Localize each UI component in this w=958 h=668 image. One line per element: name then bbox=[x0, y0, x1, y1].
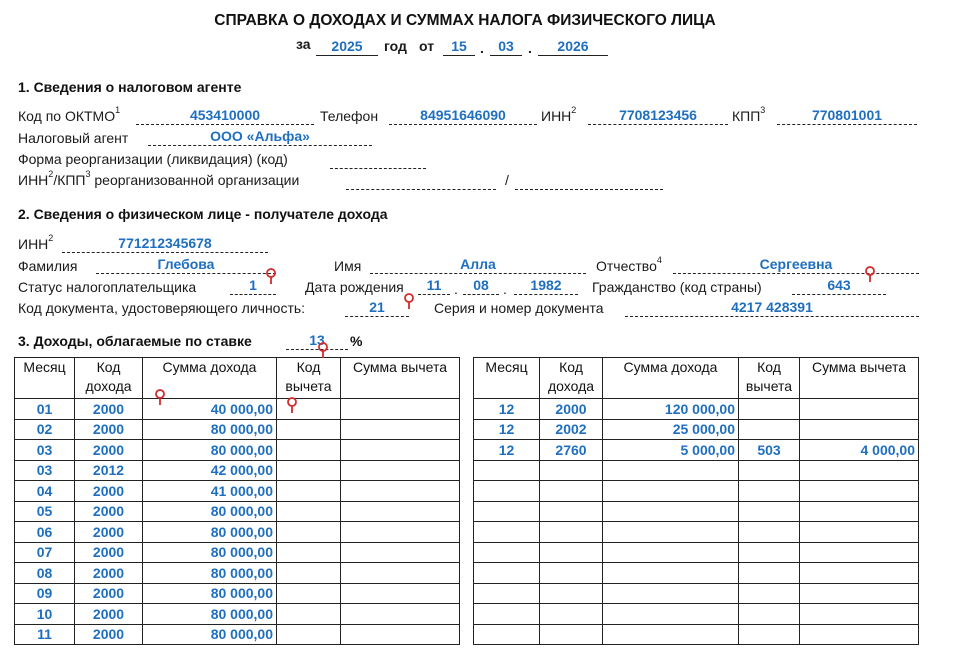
dob-day-field[interactable]: 11 bbox=[418, 277, 450, 295]
deduction-amount-cell[interactable] bbox=[341, 583, 460, 604]
year-field[interactable]: 2025 bbox=[316, 38, 378, 56]
month-cell[interactable] bbox=[474, 583, 540, 604]
reorg-inn-label: ИНН$^2$/КПП$^3$ реорганизованной организации bbox=[18, 169, 300, 188]
kpp-label: КПП$^3$ bbox=[732, 105, 766, 124]
income-amount-cell[interactable] bbox=[603, 460, 739, 481]
income-amount-cell[interactable]: 80 000,00 bbox=[143, 563, 277, 584]
income-table-left bbox=[14, 357, 460, 645]
month-cell[interactable]: 03 bbox=[15, 460, 75, 481]
table-row bbox=[474, 583, 919, 604]
income-code-cell[interactable] bbox=[540, 563, 603, 584]
col-deduction-code: Код вычета bbox=[739, 358, 800, 399]
deduction-code-cell[interactable] bbox=[739, 419, 800, 440]
month-cell[interactable]: 03 bbox=[15, 440, 75, 461]
income-code-cell[interactable]: 2000 bbox=[75, 501, 143, 522]
income-amount-cell[interactable]: 80 000,00 bbox=[143, 440, 277, 461]
income-code-cell[interactable]: 2000 bbox=[75, 440, 143, 461]
agent-field[interactable]: ООО «Альфа» bbox=[148, 128, 372, 146]
col-income-code: Код дохода bbox=[540, 358, 603, 399]
month-cell[interactable]: 12 bbox=[474, 440, 540, 461]
status-field[interactable]: 1 bbox=[230, 277, 276, 295]
name-label: Имя bbox=[334, 258, 362, 274]
income-amount-cell[interactable]: 80 000,00 bbox=[143, 419, 277, 440]
section2-heading: 2. Сведения о физическом лице - получателе дохода bbox=[18, 206, 388, 222]
table-row bbox=[474, 399, 919, 420]
deduction-code-cell[interactable] bbox=[277, 542, 341, 563]
income-code-cell[interactable] bbox=[540, 522, 603, 543]
deduction-code-cell[interactable] bbox=[739, 460, 800, 481]
income-amount-cell[interactable] bbox=[603, 604, 739, 625]
ot-label: от bbox=[419, 38, 435, 54]
income-amount-cell[interactable] bbox=[603, 624, 739, 645]
month-cell[interactable] bbox=[474, 522, 540, 543]
col-deduction-amount: Сумма вычета bbox=[341, 358, 460, 399]
map-pin-icon[interactable] bbox=[403, 293, 415, 309]
surname-field[interactable]: Глебова bbox=[96, 256, 276, 274]
income-code-cell[interactable]: 2000 bbox=[75, 522, 143, 543]
table-row bbox=[474, 563, 919, 584]
reorg-kpp-field[interactable] bbox=[515, 172, 663, 190]
col-deduction-amount: Сумма вычета bbox=[800, 358, 919, 399]
map-pin-icon[interactable] bbox=[286, 397, 298, 413]
deduction-amount-cell[interactable]: 4 000,00 bbox=[800, 440, 919, 461]
percent-sign: % bbox=[350, 333, 363, 349]
income-amount-cell[interactable] bbox=[603, 542, 739, 563]
income-amount-cell[interactable]: 41 000,00 bbox=[143, 481, 277, 502]
deduction-amount-cell[interactable] bbox=[800, 604, 919, 625]
income-amount-cell[interactable]: 80 000,00 bbox=[143, 542, 277, 563]
deduction-amount-cell[interactable] bbox=[341, 419, 460, 440]
income-amount-cell[interactable]: 5 000,00 bbox=[603, 440, 739, 461]
date-dot: . bbox=[528, 40, 532, 56]
oktmo-field[interactable]: 453410000 bbox=[136, 107, 314, 125]
income-amount-cell[interactable]: 80 000,00 bbox=[143, 501, 277, 522]
deduction-code-cell[interactable] bbox=[739, 481, 800, 502]
table-row bbox=[474, 604, 919, 625]
table-row bbox=[15, 419, 460, 440]
dob-dot: . bbox=[503, 281, 507, 297]
month-cell[interactable]: 11 bbox=[15, 624, 75, 645]
income-code-cell[interactable] bbox=[540, 624, 603, 645]
dob-year-field[interactable]: 1982 bbox=[514, 277, 578, 295]
dob-month-field[interactable]: 08 bbox=[463, 277, 499, 295]
col-deduction-code: Код вычета bbox=[277, 358, 341, 399]
citizenship-field[interactable]: 643 bbox=[792, 277, 886, 295]
table-row bbox=[474, 624, 919, 645]
deduction-amount-cell[interactable] bbox=[800, 399, 919, 420]
deduction-amount-cell[interactable] bbox=[800, 460, 919, 481]
month-cell[interactable] bbox=[474, 624, 540, 645]
deduction-code-cell[interactable] bbox=[739, 624, 800, 645]
income-code-cell[interactable] bbox=[540, 460, 603, 481]
deduction-code-cell[interactable] bbox=[277, 624, 341, 645]
income-code-cell[interactable] bbox=[540, 481, 603, 502]
date-year-field[interactable]: 2026 bbox=[538, 38, 608, 56]
month-cell[interactable] bbox=[474, 501, 540, 522]
citizenship-label: Гражданство (код страны) bbox=[592, 279, 762, 295]
month-cell[interactable] bbox=[474, 604, 540, 625]
income-amount-cell[interactable] bbox=[603, 563, 739, 584]
income-amount-cell[interactable]: 80 000,00 bbox=[143, 522, 277, 543]
month-cell[interactable]: 05 bbox=[15, 501, 75, 522]
phone-label: Телефон bbox=[320, 108, 379, 124]
deduction-code-cell[interactable] bbox=[739, 604, 800, 625]
agent-inn-field[interactable]: 7708123456 bbox=[588, 107, 728, 125]
table-row bbox=[474, 501, 919, 522]
deduction-amount-cell[interactable] bbox=[800, 481, 919, 502]
deduction-code-cell[interactable] bbox=[277, 440, 341, 461]
income-amount-cell[interactable]: 40 000,00 bbox=[143, 399, 277, 420]
col-month: Месяц bbox=[15, 358, 75, 399]
income-code-cell[interactable]: 2000 bbox=[540, 399, 603, 420]
col-month: Месяц bbox=[474, 358, 540, 399]
table-row bbox=[474, 440, 919, 461]
name-field[interactable]: Алла bbox=[370, 256, 586, 274]
dob-dot: . bbox=[454, 281, 458, 297]
income-amount-cell[interactable] bbox=[603, 583, 739, 604]
deduction-code-cell[interactable] bbox=[739, 501, 800, 522]
table-row bbox=[15, 481, 460, 502]
person-inn-field[interactable]: 771212345678 bbox=[62, 235, 268, 253]
deduction-amount-cell[interactable] bbox=[800, 522, 919, 543]
income-amount-cell[interactable] bbox=[603, 481, 739, 502]
income-code-cell[interactable]: 2012 bbox=[75, 460, 143, 481]
oktmo-label: Код по ОКТМО$^1$ bbox=[18, 105, 121, 124]
table-row bbox=[474, 419, 919, 440]
table-row bbox=[15, 440, 460, 461]
doc-series-label: Серия и номер документа bbox=[434, 300, 604, 316]
table-row bbox=[474, 522, 919, 543]
reorg-field[interactable] bbox=[330, 151, 426, 169]
month-cell[interactable]: 01 bbox=[15, 399, 75, 420]
date-day-field[interactable]: 15 bbox=[443, 38, 475, 56]
income-code-cell[interactable]: 2000 bbox=[75, 583, 143, 604]
col-income-code: Код дохода bbox=[75, 358, 143, 399]
income-code-cell[interactable]: 2000 bbox=[75, 604, 143, 625]
deduction-amount-cell[interactable] bbox=[341, 624, 460, 645]
income-amount-cell[interactable]: 80 000,00 bbox=[143, 583, 277, 604]
deduction-amount-cell[interactable] bbox=[341, 604, 460, 625]
deduction-code-cell[interactable] bbox=[277, 501, 341, 522]
patronymic-field[interactable]: Сергеевна bbox=[673, 256, 919, 274]
income-code-cell[interactable]: 2000 bbox=[75, 563, 143, 584]
deduction-amount-cell[interactable] bbox=[341, 501, 460, 522]
income-amount-cell[interactable] bbox=[603, 522, 739, 543]
reorg-inn-field[interactable] bbox=[346, 172, 496, 190]
month-cell[interactable]: 02 bbox=[15, 419, 75, 440]
table-row bbox=[15, 522, 460, 543]
table-row bbox=[474, 542, 919, 563]
deduction-code-cell[interactable] bbox=[277, 604, 341, 625]
income-amount-cell[interactable]: 42 000,00 bbox=[143, 460, 277, 481]
month-cell[interactable]: 07 bbox=[15, 542, 75, 563]
income-amount-cell[interactable]: 120 000,00 bbox=[603, 399, 739, 420]
person-inn-label: ИНН$^2$ bbox=[18, 233, 54, 252]
month-cell[interactable]: 12 bbox=[474, 399, 540, 420]
deduction-code-cell[interactable] bbox=[277, 522, 341, 543]
deduction-amount-cell[interactable] bbox=[341, 522, 460, 543]
doc-code-field[interactable]: 21 bbox=[345, 299, 409, 317]
deduction-code-cell[interactable] bbox=[277, 583, 341, 604]
deduction-amount-cell[interactable] bbox=[800, 542, 919, 563]
agent-inn-label: ИНН$^2$ bbox=[541, 105, 577, 124]
deduction-code-cell[interactable] bbox=[277, 563, 341, 584]
deduction-amount-cell[interactable] bbox=[341, 460, 460, 481]
doc-code-label: Код документа, удостоверяющего личность: bbox=[18, 300, 306, 316]
income-table-right bbox=[473, 357, 919, 645]
deduction-amount-cell[interactable] bbox=[800, 624, 919, 645]
deduction-amount-cell[interactable] bbox=[341, 542, 460, 563]
dob-label: Дата рождения bbox=[305, 279, 404, 295]
income-code-cell[interactable] bbox=[540, 542, 603, 563]
reorg-label: Форма реорганизации (ликвидация) (код) bbox=[18, 151, 288, 167]
deduction-code-cell[interactable] bbox=[739, 542, 800, 563]
deduction-code-cell[interactable] bbox=[277, 460, 341, 481]
kpp-field[interactable]: 770801001 bbox=[777, 107, 917, 125]
section1-heading: 1. Сведения о налоговом агенте bbox=[18, 79, 242, 95]
income-code-cell[interactable]: 2000 bbox=[75, 624, 143, 645]
table-row bbox=[15, 542, 460, 563]
deduction-amount-cell[interactable] bbox=[800, 419, 919, 440]
table-row bbox=[15, 563, 460, 584]
month-cell[interactable] bbox=[474, 460, 540, 481]
table-row bbox=[15, 604, 460, 625]
col-income-amount: Сумма дохода bbox=[143, 358, 277, 399]
month-cell[interactable]: 12 bbox=[474, 419, 540, 440]
agent-label: Налоговый агент bbox=[18, 130, 129, 146]
doc-series-field[interactable]: 4217 428391 bbox=[625, 299, 919, 317]
date-month-field[interactable]: 03 bbox=[490, 38, 522, 56]
deduction-amount-cell[interactable] bbox=[341, 440, 460, 461]
income-amount-cell[interactable]: 25 000,00 bbox=[603, 419, 739, 440]
status-label: Статус налогоплательщика bbox=[18, 279, 197, 295]
deduction-code-cell[interactable] bbox=[739, 399, 800, 420]
month-cell[interactable] bbox=[474, 563, 540, 584]
deduction-code-cell[interactable] bbox=[739, 583, 800, 604]
table-row bbox=[15, 583, 460, 604]
date-dot: . bbox=[480, 40, 484, 56]
month-cell[interactable]: 09 bbox=[15, 583, 75, 604]
table-row bbox=[474, 481, 919, 502]
section3-heading: 3. Доходы, облагаемые по ставке bbox=[18, 333, 252, 349]
income-code-cell[interactable]: 2760 bbox=[540, 440, 603, 461]
income-code-cell[interactable] bbox=[540, 604, 603, 625]
deduction-amount-cell[interactable] bbox=[800, 583, 919, 604]
month-cell[interactable]: 06 bbox=[15, 522, 75, 543]
deduction-amount-cell[interactable] bbox=[800, 563, 919, 584]
deduction-code-cell[interactable] bbox=[739, 563, 800, 584]
map-pin-icon[interactable] bbox=[864, 266, 876, 282]
income-amount-cell[interactable] bbox=[603, 501, 739, 522]
map-pin-icon[interactable] bbox=[265, 268, 277, 284]
col-income-amount: Сумма дохода bbox=[603, 358, 739, 399]
deduction-code-cell[interactable] bbox=[277, 419, 341, 440]
income-code-cell[interactable] bbox=[540, 583, 603, 604]
deduction-code-cell[interactable]: 503 bbox=[739, 440, 800, 461]
income-amount-cell[interactable]: 80 000,00 bbox=[143, 604, 277, 625]
income-code-cell[interactable] bbox=[540, 501, 603, 522]
rate-field[interactable]: 13 bbox=[286, 332, 348, 350]
za-label: за bbox=[296, 36, 311, 52]
slash: / bbox=[505, 172, 509, 188]
table-row bbox=[15, 460, 460, 481]
income-code-cell[interactable]: 2000 bbox=[75, 399, 143, 420]
map-pin-icon[interactable] bbox=[154, 389, 166, 405]
deduction-amount-cell[interactable] bbox=[341, 481, 460, 502]
deduction-amount-cell[interactable] bbox=[341, 399, 460, 420]
deduction-amount-cell[interactable] bbox=[800, 501, 919, 522]
month-cell[interactable] bbox=[474, 542, 540, 563]
deduction-amount-cell[interactable] bbox=[341, 563, 460, 584]
income-code-cell[interactable]: 2002 bbox=[540, 419, 603, 440]
month-cell[interactable]: 04 bbox=[15, 481, 75, 502]
phone-field[interactable]: 84951646090 bbox=[389, 107, 537, 125]
month-cell[interactable]: 10 bbox=[15, 604, 75, 625]
table-row bbox=[15, 624, 460, 645]
income-code-cell[interactable]: 2000 bbox=[75, 542, 143, 563]
deduction-code-cell[interactable] bbox=[739, 522, 800, 543]
map-pin-icon[interactable] bbox=[317, 342, 329, 358]
page-title: СПРАВКА О ДОХОДАХ И СУММАХ НАЛОГА ФИЗИЧЕСКОГО ЛИЦА bbox=[214, 12, 716, 29]
table-row bbox=[15, 399, 460, 420]
month-cell[interactable] bbox=[474, 481, 540, 502]
income-amount-cell[interactable]: 80 000,00 bbox=[143, 624, 277, 645]
patronymic-label: Отчество$^4$ bbox=[596, 255, 662, 274]
income-code-cell[interactable]: 2000 bbox=[75, 481, 143, 502]
month-cell[interactable]: 08 bbox=[15, 563, 75, 584]
god-label: год bbox=[384, 38, 407, 54]
deduction-code-cell[interactable] bbox=[277, 481, 341, 502]
table-row bbox=[15, 501, 460, 522]
surname-label: Фамилия bbox=[18, 258, 78, 274]
table-row bbox=[474, 460, 919, 481]
income-code-cell[interactable]: 2000 bbox=[75, 419, 143, 440]
